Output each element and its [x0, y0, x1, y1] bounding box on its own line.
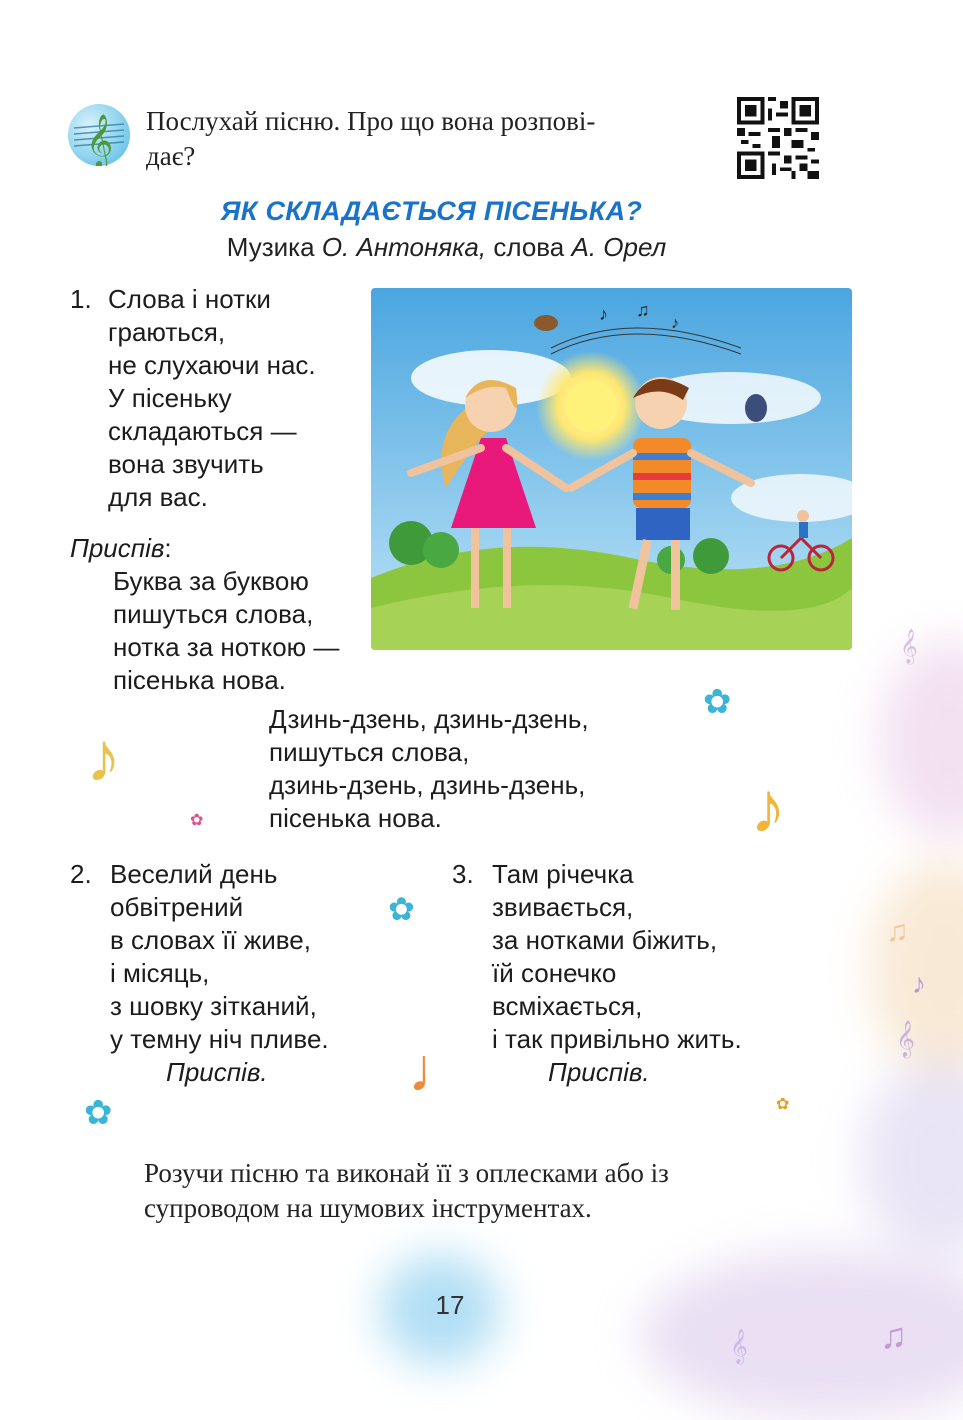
refrain-part-2	[269, 703, 689, 835]
verse-line: за нотками біжить,	[492, 925, 718, 955]
refrain-line: пісенька нова.	[269, 803, 442, 833]
verse-line: всміхається,	[492, 991, 643, 1021]
music-note-icon: ♪	[750, 768, 786, 848]
refrain-colon: :	[164, 533, 172, 563]
refrain-label: Приспів	[70, 533, 165, 563]
verse-refrain-ref: Приспів.	[548, 1057, 650, 1087]
butterfly-icon: ✿	[388, 891, 415, 927]
verse-line: не слухаючи нас.	[108, 350, 316, 380]
song-title: ЯК СКЛАДАЄТЬСЯ ПІСЕНЬКА?	[220, 196, 643, 226]
butterfly-icon: ✿	[84, 1094, 113, 1132]
verse-line: їй сонечко	[492, 958, 617, 988]
music-note-icon: ♫	[880, 1315, 907, 1356]
credits-music-word: Музика	[226, 232, 315, 262]
treble-clef-icon: 𝄞	[900, 630, 918, 663]
kids-singing-illustration	[371, 288, 852, 650]
verse-line: в словах її живе,	[110, 925, 311, 955]
music-note-icon: ♪	[86, 718, 121, 796]
verse-1	[70, 283, 370, 514]
refrain-line: Дзинь-дзень, дзинь-дзень,	[269, 704, 589, 734]
verse-line: складаються —	[108, 416, 297, 446]
lyricist-name: А. Орел	[571, 232, 667, 262]
butterfly-icon: ✿	[703, 683, 732, 721]
watercolor-wash	[860, 1060, 963, 1260]
verse-3	[452, 858, 812, 1089]
verse-line: Слова і нотки	[108, 284, 271, 314]
watercolor-wash	[880, 640, 963, 840]
qr-code-icon[interactable]	[737, 97, 819, 179]
verse-line: Там річечка	[492, 859, 634, 889]
composer-name: О. Антоняка,	[321, 232, 487, 262]
verse-number: 3.	[452, 859, 474, 889]
song-credits	[0, 232, 893, 263]
music-note-icon: ♪	[912, 968, 926, 999]
verse-refrain-ref: Приспів.	[166, 1057, 268, 1087]
music-note-icon: ♫	[886, 915, 909, 948]
treble-clef-icon: 𝄞	[896, 1020, 915, 1056]
verse-line: вона звучить	[108, 449, 264, 479]
verse-line: у темну ніч пливе.	[110, 1024, 329, 1054]
svg-text:♪: ♪	[599, 304, 608, 324]
refrain-line: дзинь-дзень, дзинь-дзень,	[269, 770, 586, 800]
refrain-heading	[70, 532, 390, 565]
instruction-line: дає?	[146, 141, 196, 171]
credits-words-word: слова	[493, 232, 565, 262]
butterfly-icon: ✿	[776, 1096, 790, 1113]
verse-line: і місяць,	[110, 958, 210, 988]
refrain	[70, 532, 390, 697]
task-line: супроводом на шумових інструментах.	[144, 1193, 592, 1223]
refrain-line: Буква за буквою	[113, 566, 309, 596]
refrain-line: пишуться слова,	[269, 737, 470, 767]
verse-line: обвітрений	[110, 892, 244, 922]
verse-number: 2.	[70, 859, 92, 889]
verse-line: звивається,	[492, 892, 634, 922]
instruction-line: Послухай пісню. Про що вона розпові-	[146, 106, 596, 136]
task-line: Розучи пісню та виконай її з оплесками або із	[144, 1158, 669, 1188]
refrain-line: пишуться слова,	[113, 599, 314, 629]
butterfly-icon: ✿	[190, 812, 204, 829]
verse-2	[70, 858, 410, 1089]
listen-music-icon	[68, 104, 130, 166]
refrain-line: нотка за ноткою —	[113, 632, 340, 662]
verse-line: для вас.	[108, 482, 208, 512]
task-instruction	[144, 1156, 844, 1226]
music-note-icon: ♩	[408, 1036, 470, 1105]
listen-instruction	[146, 104, 726, 174]
verse-line: граються,	[108, 317, 226, 347]
page-number: 17	[435, 1290, 465, 1320]
verse-line: Веселий день	[110, 859, 278, 889]
watercolor-wash	[640, 1250, 963, 1420]
treble-clef-icon: 𝄞	[730, 1330, 748, 1363]
verse-line: У пісеньку	[108, 383, 232, 413]
svg-text:♫: ♫	[636, 300, 650, 320]
verse-line: з шовку зітканий,	[110, 991, 317, 1021]
verse-line: і так привільно жить.	[492, 1024, 742, 1054]
verse-number: 1.	[70, 284, 92, 314]
refrain-line: пісенька нова.	[113, 665, 286, 695]
svg-text:♪: ♪	[671, 315, 679, 332]
treble-clef-icon: 𝄞	[86, 113, 114, 166]
